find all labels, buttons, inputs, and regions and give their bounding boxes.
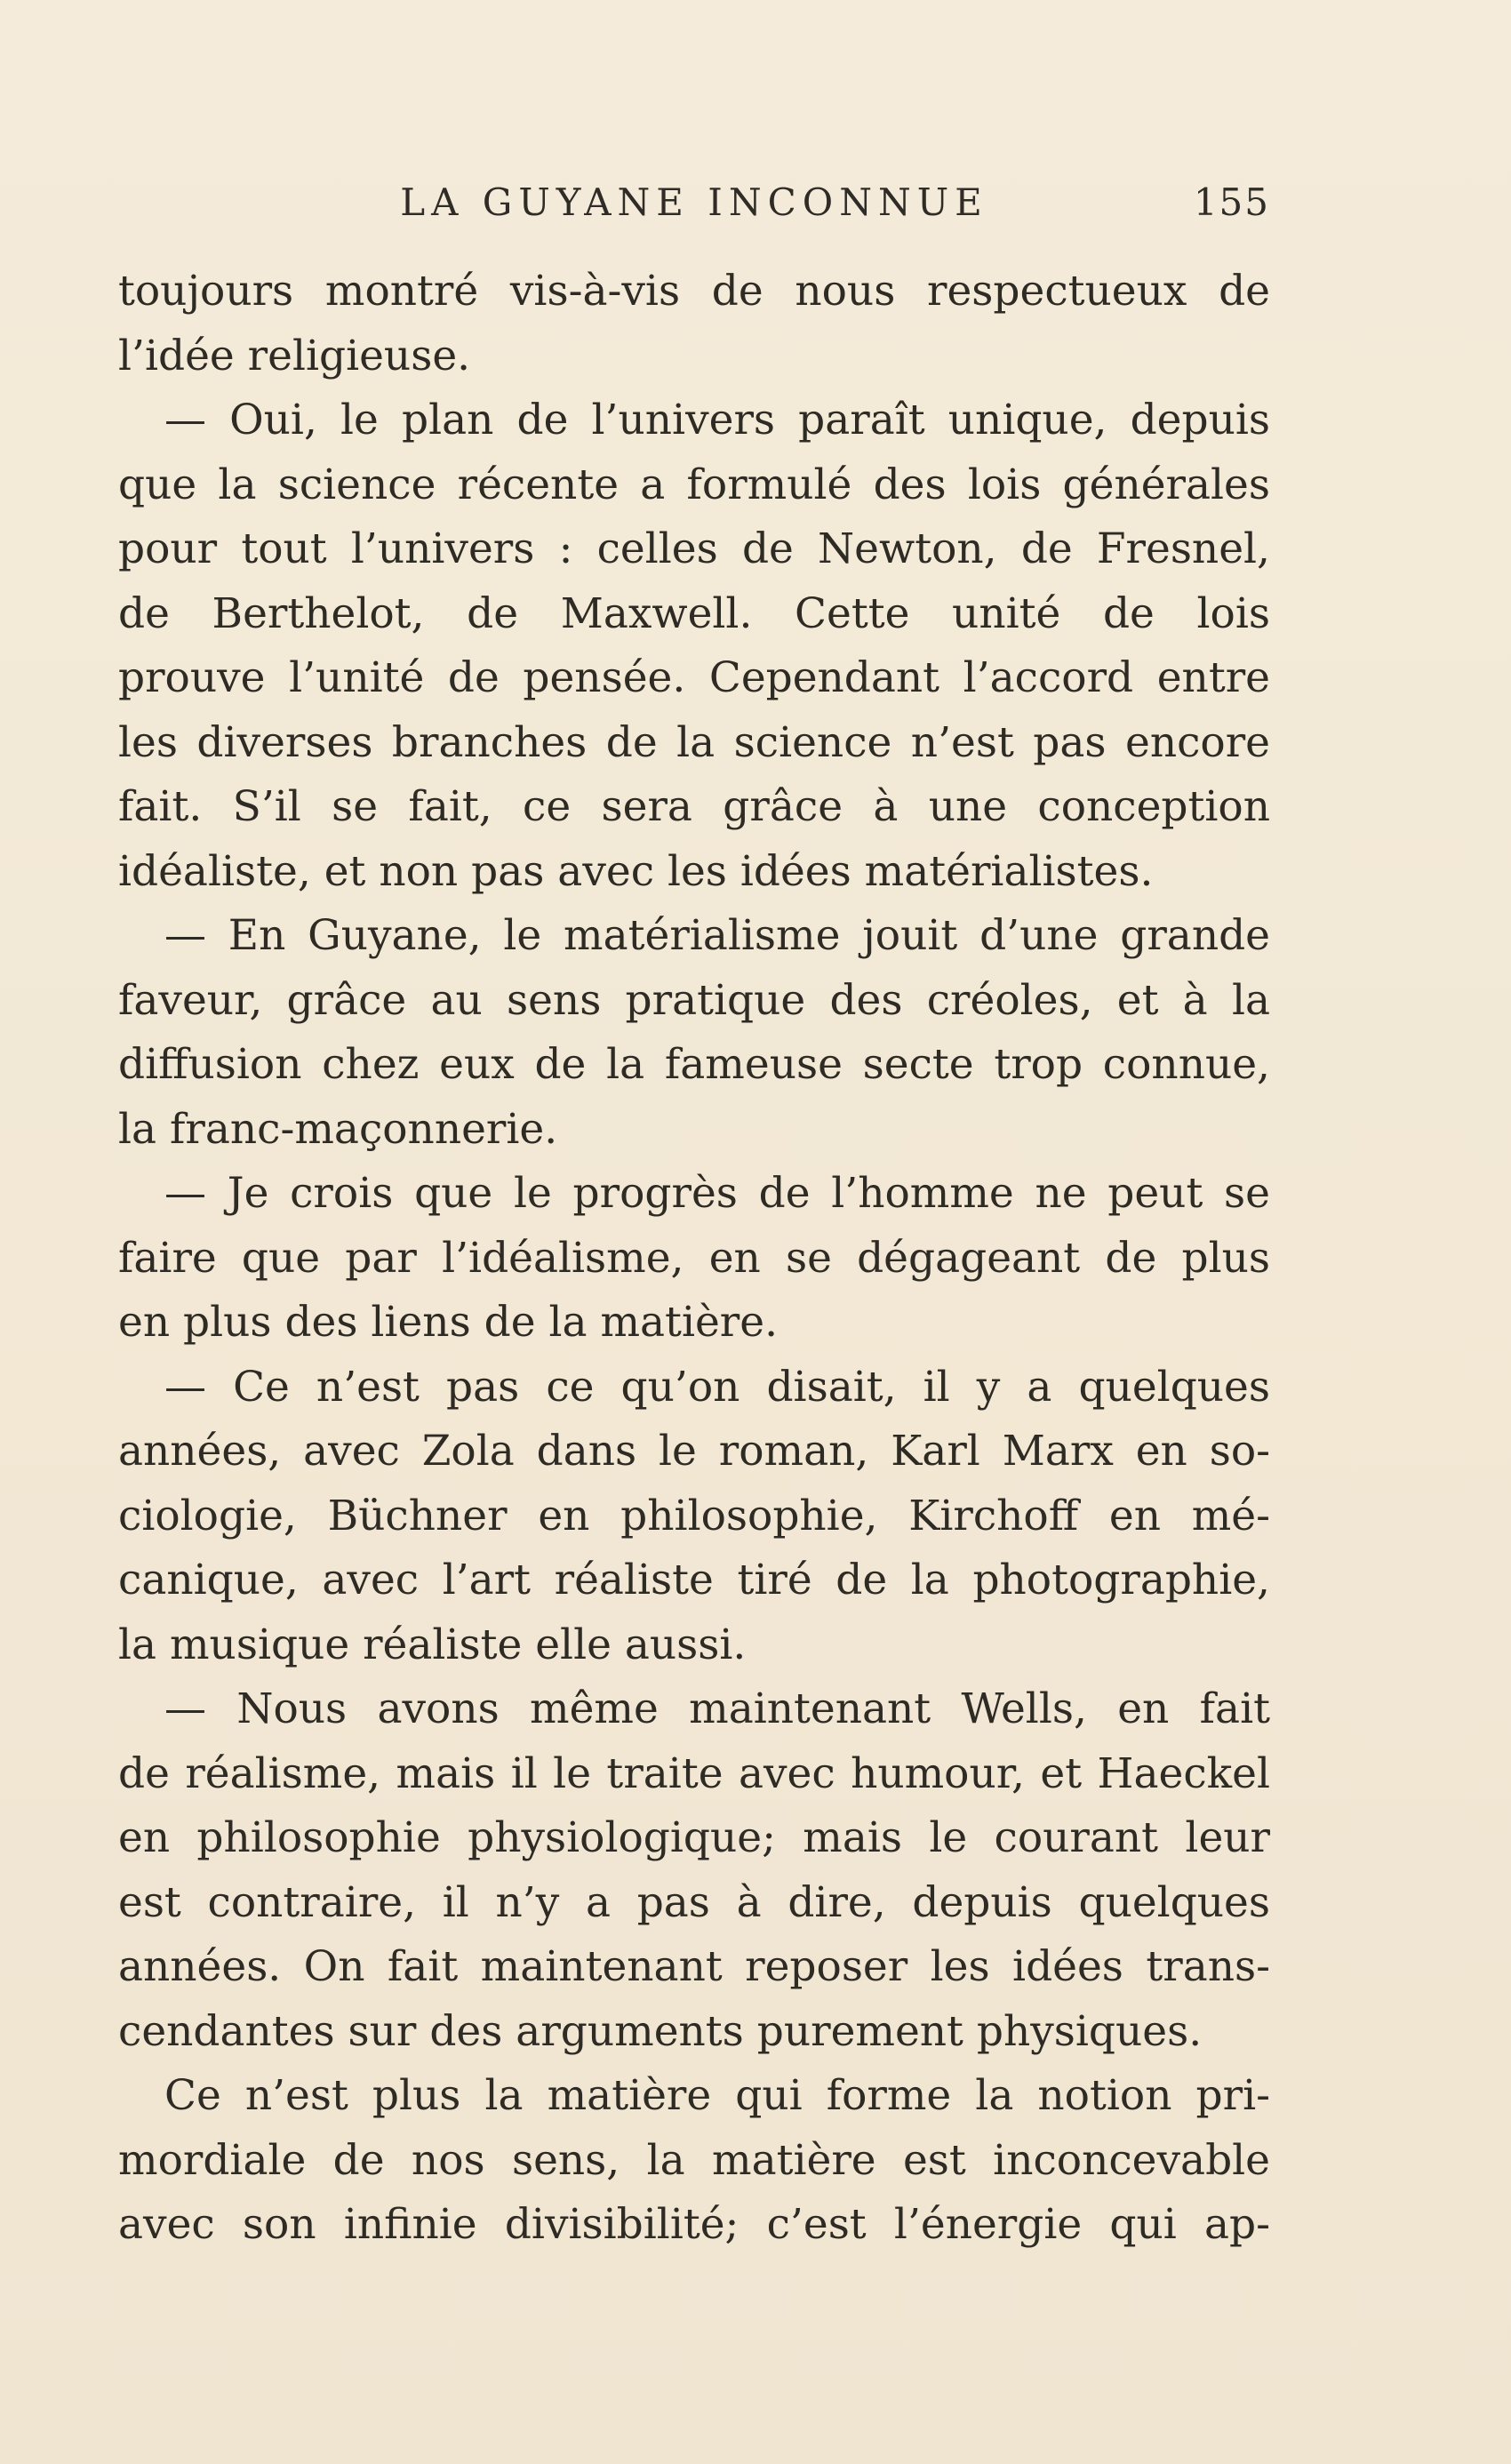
text-line: canique, avec l’art réaliste tiré de la photographie, [118, 1556, 1270, 1604]
text-line: — Ce n’est pas ce qu’on disait, il y a quelques [164, 1362, 1270, 1412]
text-line: Ce n’est plus la matière qui forme la notion pri- [164, 2071, 1270, 2120]
text-line: cendantes sur des arguments purement physiques. [118, 2006, 1203, 2056]
page-header [118, 180, 1270, 234]
text-line: — En Guyane, le matérialisme jouit d’une grande [164, 911, 1270, 960]
text-line: faire que par l’idéalisme, en se dégageant de plus [118, 1233, 1270, 1283]
text-line: faveur, grâce au sens pratique des créoles, et à la [118, 975, 1270, 1025]
text-line: ciologie, Büchner en philosophie, Kirchoff en mé- [118, 1491, 1270, 1540]
text-line: les diverses branches de la science n’est pas encore [118, 717, 1270, 767]
text-line: — Oui, le plan de l’univers paraît unique, depuis [164, 396, 1270, 444]
text-line: — Nous avons même maintenant Wells, en fait [164, 1684, 1270, 1733]
text-line: diffusion chez eux de la fameuse secte trop connue, [118, 1040, 1270, 1089]
text-line: la musique réaliste elle aussi. [118, 1620, 747, 1669]
text-line: toujours montré vis-à-vis de nous respectueux de [118, 267, 1270, 316]
text-line: en philosophie physiologique; mais le courant leur [118, 1813, 1270, 1862]
text-line: en plus des liens de la matière. [118, 1298, 779, 1347]
text-line: de réalisme, mais il le traite avec humour, et Haeckel [118, 1748, 1270, 1798]
text-line: idéaliste, et non pas avec les idées matérialistes. [118, 846, 1154, 896]
text-line: — Je crois que le progrès de l’homme ne peut se [164, 1169, 1270, 1218]
running-title: LA GUYANE INCONNUE [400, 180, 988, 224]
text-line: de Berthelot, de Maxwell. Cette unité de lois [118, 588, 1270, 638]
text-line: pour tout l’univers : celles de Newton, de Fresnel, [118, 524, 1270, 573]
text-line: l’idée religieuse. [118, 331, 471, 380]
text-line: prouve l’unité de pensée. Cependant l’accord entre [118, 653, 1270, 702]
text-line: années, avec Zola dans le roman, Karl Marx en so- [118, 1427, 1270, 1476]
body-text [118, 260, 1270, 2258]
page-number: 155 [1193, 180, 1270, 224]
text-line: années. On fait maintenant reposer les idées trans- [118, 1942, 1270, 1991]
text-line: fait. S’il se fait, ce sera grâce à une conception [118, 782, 1270, 831]
text-line: avec son infinie divisibilité; c’est l’énergie qui ap- [118, 2200, 1270, 2249]
text-line: la franc-maçonnerie. [118, 1104, 558, 1154]
text-line: mordiale de nos sens, la matière est inconcevable [118, 2135, 1270, 2185]
text-line: que la science récente a formulé des lois générales [118, 460, 1270, 509]
text-line: est contraire, il n’y a pas à dire, depuis quelques [118, 1877, 1270, 1927]
